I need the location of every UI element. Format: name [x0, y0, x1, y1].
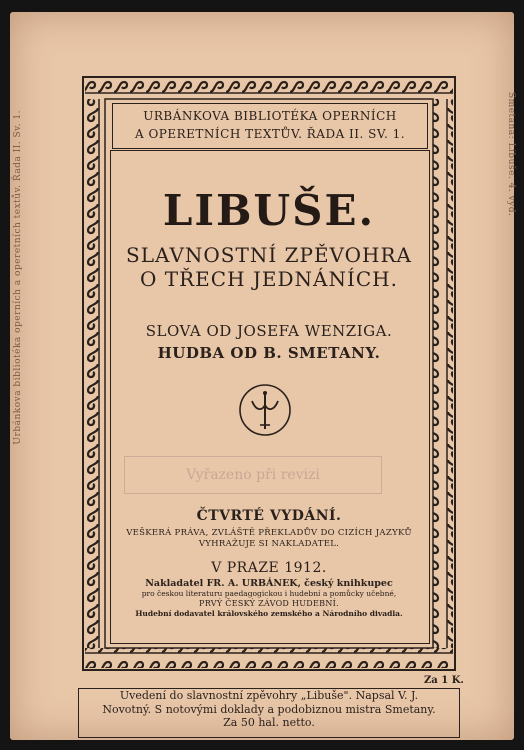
lyricist-credit: SLOVA OD JOSEFA WENZIGA.	[145, 322, 393, 340]
series-header	[112, 103, 428, 149]
advert-line-1: Uvedení do slavnostní zpěvohry „Libuše". Napsal V. J.	[119, 689, 419, 702]
price-label: Za 1 K.	[424, 675, 464, 686]
subtitle-line-1: SLAVNOSTNÍ ZPĚVOHRA	[126, 243, 412, 267]
series-line-2: A OPERETNÍCH TEXTŮV. ŘADA II. SV. 1.	[134, 127, 406, 141]
publisher-emblem-icon	[238, 383, 292, 437]
publisher-line-4: Hudební dodavatel královského zemského a Národního divadla.	[135, 609, 403, 618]
spine-text-right: Smetana: Libuše. 4. vyd.	[506, 92, 516, 217]
advert-line-3: Za 50 hal. netto.	[223, 716, 315, 729]
rights-line-2: VYHRAŽUJE SI NAKLADATEL.	[198, 539, 340, 549]
rights-line-1: VEŠKERÁ PRÁVA, ZVLÁŠTĚ PŘEKLADŮV DO CIZÍCH JAZYKŮ	[126, 528, 412, 538]
publisher-info	[110, 560, 428, 618]
edition-title: ČTVRTÉ VYDÁNÍ.	[196, 508, 342, 524]
publisher-line-3: PRVÝ ČESKÝ ZÁVOD HUDEBNÍ.	[199, 599, 339, 608]
advert-line-2: Novotný. S notovými doklady a podobiznou mistra Smetany.	[102, 702, 436, 716]
subtitle-line-2: O TŘECH JEDNÁNÍCH.	[140, 267, 398, 291]
series-line-1: URBÁNKOVA BIBLIOTÉKA OPERNÍCH	[143, 109, 397, 123]
publisher-name: Nakladatel FR. A. URBÁNEK, český knihkupec	[145, 578, 393, 589]
credits	[110, 320, 428, 364]
library-stamp: Vyřazeno při revizi	[124, 456, 382, 494]
edition-info	[110, 508, 428, 550]
publication-place: V PRAZE 1912.	[211, 560, 327, 576]
spine-text-left: Urbánkova bibliotéka operních a operetních textův. Řada II. Sv. 1.	[13, 110, 23, 445]
publisher-line-2: pro českou literaturu paedagogickou i hudební a pomůcky učebné,	[141, 589, 397, 598]
composer-credit: HUDBA OD B. SMETANY.	[157, 344, 381, 362]
advert-box	[78, 688, 460, 738]
subtitle	[110, 243, 428, 291]
page-title: LIBUŠE.	[162, 186, 376, 235]
